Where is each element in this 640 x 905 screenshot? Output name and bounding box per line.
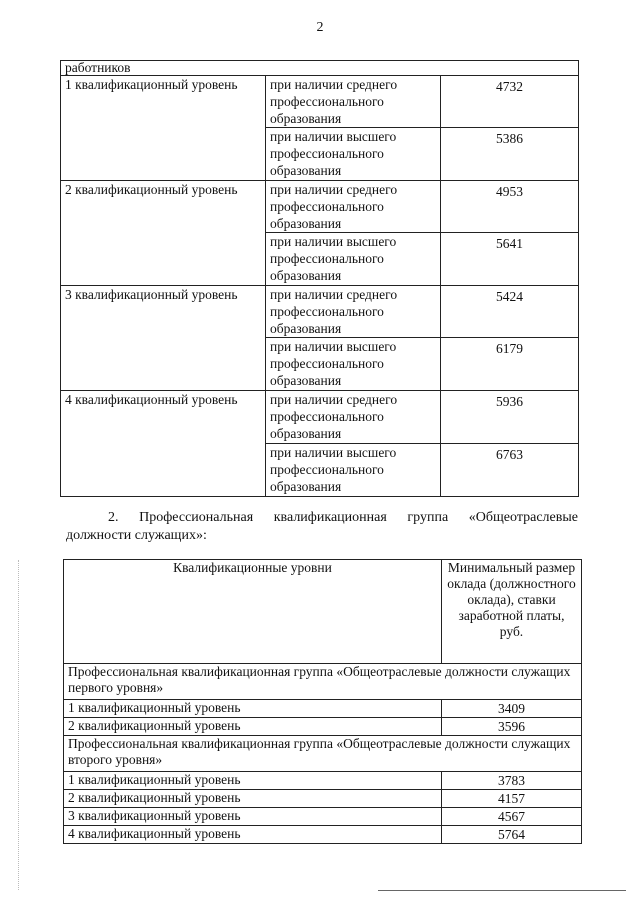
- table1-level: 2 квалификационный уровень: [61, 181, 266, 286]
- table1-condition: при наличии высшего профессионального образования: [266, 338, 441, 391]
- salary-table-1: [60, 60, 579, 497]
- table2-level: 1 квалификационный уровень: [64, 772, 442, 790]
- table2-group-title: Профессиональная квалификационная группа «Общеотраслевые должности служащих второго уровня»: [64, 736, 582, 772]
- table1-condition: при наличии среднего профессионального образования: [266, 76, 441, 128]
- table1-salary: 5936: [441, 391, 579, 444]
- table1-salary: 5386: [441, 128, 579, 181]
- table1-salary: 5641: [441, 233, 579, 286]
- table1-salary: 5424: [441, 286, 579, 338]
- table2-salary: 3783: [442, 772, 582, 790]
- table2-salary: 3596: [442, 718, 582, 736]
- table2-level: 2 квалификационный уровень: [64, 718, 442, 736]
- table1-condition: при наличии среднего профессионального образования: [266, 181, 441, 233]
- table1-level: 4 квалификационный уровень: [61, 391, 266, 497]
- table1-level: 3 квалификационный уровень: [61, 286, 266, 391]
- table2-salary: 3409: [442, 700, 582, 718]
- table2-level: 2 квалификационный уровень: [64, 790, 442, 808]
- table1-level: 1 квалификационный уровень: [61, 76, 266, 181]
- table1-condition: при наличии высшего профессионального образования: [266, 444, 441, 497]
- table2-header-salary: Минимальный размер оклада (должностного оклада), ставки заработной платы, руб.: [442, 560, 582, 664]
- table1-salary: 4732: [441, 76, 579, 128]
- table1-condition: при наличии высшего профессионального образования: [266, 128, 441, 181]
- table1-salary: 6179: [441, 338, 579, 391]
- section-2-paragraph: 2. Профессиональная квалификационная группа «Общеотраслевые должности служащих»:: [66, 510, 578, 543]
- footer-rule: [378, 890, 626, 891]
- table2-salary: 4157: [442, 790, 582, 808]
- table2-level: 3 квалификационный уровень: [64, 808, 442, 826]
- page-number: 2: [316, 20, 324, 35]
- table1-condition: при наличии среднего профессионального образования: [266, 286, 441, 338]
- table1-salary: 6763: [441, 444, 579, 497]
- salary-table-2: [63, 559, 582, 844]
- table1-salary: 4953: [441, 181, 579, 233]
- table2-salary: 5764: [442, 826, 582, 844]
- table2-salary: 4567: [442, 808, 582, 826]
- scan-margin-artifact: [18, 560, 20, 890]
- table2-group-title: Профессиональная квалификационная группа «Общеотраслевые должности служащих первого уровня»: [64, 664, 582, 700]
- table1-condition: при наличии среднего профессионального образования: [266, 391, 441, 444]
- table1-continuation: работников: [61, 61, 579, 76]
- table2-level: 4 квалификационный уровень: [64, 826, 442, 844]
- table2-header-levels: Квалификационные уровни: [64, 560, 442, 664]
- table1-condition: при наличии высшего профессионального образования: [266, 233, 441, 286]
- table2-level: 1 квалификационный уровень: [64, 700, 442, 718]
